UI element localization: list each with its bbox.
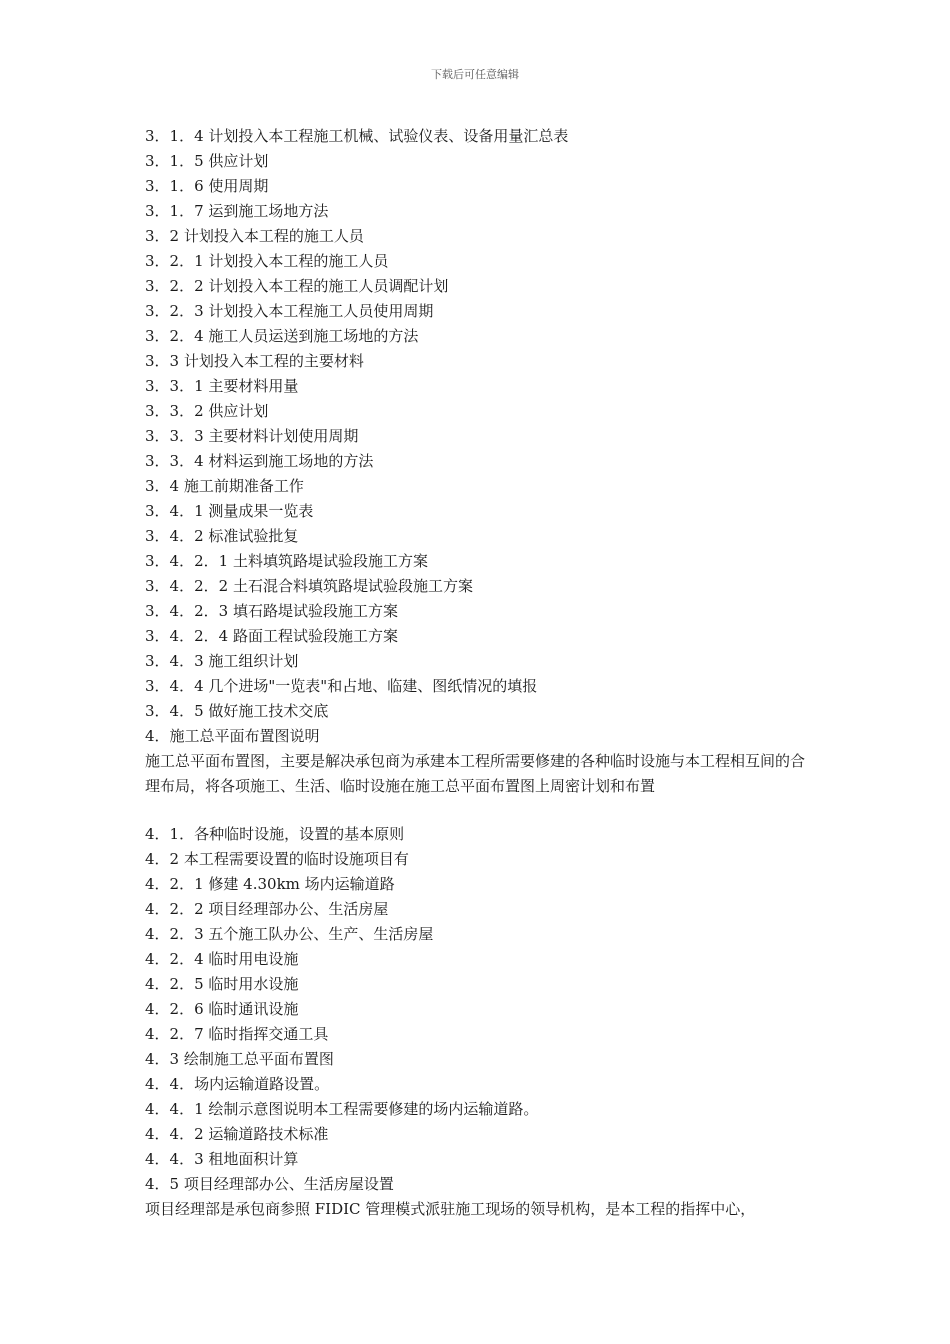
toc-line: 4．2．1 修建 4.30km 场内运输道路 — [145, 875, 395, 893]
toc-line: 4．2．4 临时用电设施 — [145, 950, 299, 968]
toc-line: 4．2．3 五个施工队办公、生产、生活房屋 — [145, 925, 434, 943]
toc-line: 3．4．3 施工组织计划 — [145, 652, 299, 670]
toc-line: 3．1．6 使用周期 — [145, 177, 269, 195]
toc-line: 3．1．4 计划投入本工程施工机械、试验仪表、设备用量汇总表 — [145, 127, 569, 145]
toc-line: 3．4 施工前期准备工作 — [145, 477, 304, 495]
body-paragraph: 施工总平面布置图，主要是解决承包商为承建本工程所需要修建的各种临时设施与本工程相互间的合理布局，将各项施工、生活、临时设施在施工总平面布置图上周密计划和布置 — [145, 752, 806, 795]
blank-line — [145, 799, 815, 822]
toc-line: 4．2．2 项目经理部办公、生活房屋 — [145, 900, 389, 918]
toc-line: 3．4．5 做好施工技术交底 — [145, 702, 329, 720]
toc-line: 4．4．场内运输道路设置。 — [145, 1075, 330, 1093]
toc-line: 4．4．3 租地面积计算 — [145, 1150, 299, 1168]
document-body — [145, 124, 815, 1222]
toc-line: 3．3 计划投入本工程的主要材料 — [145, 352, 364, 370]
toc-line: 3．2．1 计划投入本工程的施工人员 — [145, 252, 389, 270]
toc-line: 3．4．1 测量成果一览表 — [145, 502, 314, 520]
toc-line: 3．2．2 计划投入本工程的施工人员调配计划 — [145, 277, 449, 295]
toc-line: 3．4．2．4 路面工程试验段施工方案 — [145, 627, 398, 645]
toc-line: 4．2．7 临时指挥交通工具 — [145, 1025, 329, 1043]
toc-line: 3．4．2．3 填石路堤试验段施工方案 — [145, 602, 398, 620]
toc-line: 4．4．2 运输道路技术标准 — [145, 1125, 329, 1143]
toc-line: 3．1．7 运到施工场地方法 — [145, 202, 329, 220]
toc-line: 3．2 计划投入本工程的施工人员 — [145, 227, 364, 245]
toc-line: 3．4．2．1 土料填筑路堤试验段施工方案 — [145, 552, 428, 570]
toc-line: 4．1．各种临时设施，设置的基本原则 — [145, 825, 405, 843]
toc-line: 4．2．6 临时通讯设施 — [145, 1000, 299, 1018]
toc-line: 3．4．2 标准试验批复 — [145, 527, 299, 545]
body-paragraph: 项目经理部是承包商参照 FIDIC 管理模式派驻施工现场的领导机构，是本工程的指挥中心， — [145, 1200, 756, 1218]
toc-line: 4．4．1 绘制示意图说明本工程需要修建的场内运输道路。 — [145, 1100, 539, 1118]
toc-line: 4．3 绘制施工总平面布置图 — [145, 1050, 334, 1068]
toc-line: 3．3．4 材料运到施工场地的方法 — [145, 452, 374, 470]
page-header: 下载后可任意编辑 — [431, 68, 519, 81]
toc-line: 3．1．5 供应计划 — [145, 152, 269, 170]
toc-line: 3．4．2．2 土石混合料填筑路堤试验段施工方案 — [145, 577, 473, 595]
toc-line: 3．2．4 施工人员运送到施工场地的方法 — [145, 327, 419, 345]
toc-line: 3．4．4 几个进场"一览表"和占地、临建、图纸情况的填报 — [145, 677, 538, 695]
section-heading: 4．施工总平面布置图说明 — [145, 727, 320, 745]
toc-line: 3．3．2 供应计划 — [145, 402, 269, 420]
toc-line: 4．2 本工程需要设置的临时设施项目有 — [145, 850, 409, 868]
toc-line: 4．5 项目经理部办公、生活房屋设置 — [145, 1175, 394, 1193]
toc-line: 3．3．3 主要材料计划使用周期 — [145, 427, 359, 445]
toc-line: 4．2．5 临时用水设施 — [145, 975, 299, 993]
toc-line: 3．3．1 主要材料用量 — [145, 377, 299, 395]
toc-line: 3．2．3 计划投入本工程施工人员使用周期 — [145, 302, 434, 320]
